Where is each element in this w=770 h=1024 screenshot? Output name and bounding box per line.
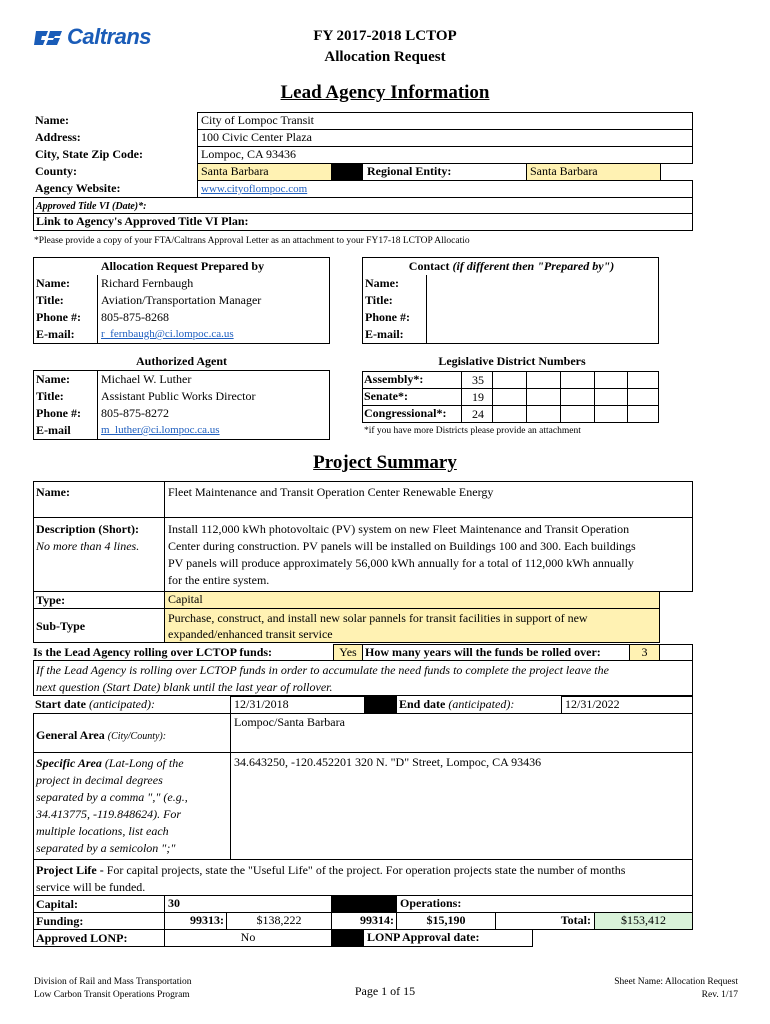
end-field[interactable] — [561, 696, 693, 714]
rolling-field[interactable] — [333, 644, 363, 661]
city-label: City, State Zip Code: — [35, 147, 143, 161]
lead-heading: Lead Agency Information — [280, 82, 490, 103]
years-value: 3 — [641, 645, 648, 659]
rolling-value: Yes — [339, 645, 357, 659]
funding-label-cell — [33, 912, 165, 930]
agent-email-label: E-mail — [36, 423, 71, 437]
agent-box — [33, 370, 330, 440]
f1-code: 99313: — [190, 913, 224, 927]
end-label-wrap — [399, 697, 514, 712]
area-sub: (City/County): — [107, 731, 167, 742]
start-label: Start date — [35, 697, 86, 711]
total-field[interactable] — [594, 912, 693, 930]
area-value: Lompoc/Santa Barbara — [234, 715, 345, 729]
county-field[interactable] — [197, 163, 332, 181]
total-label-cell — [495, 912, 595, 930]
city-field[interactable] — [197, 146, 693, 164]
prepared-values — [97, 275, 330, 344]
districts-table — [362, 353, 682, 443]
rolling-note-1: If the Lead Agency is rolling over LCTOP funds in order to accumulate the need funds to complete the project leave the — [36, 663, 609, 677]
capital-divider — [331, 895, 397, 913]
contact-title-label: Title: — [365, 293, 393, 307]
area-label: General Area — [36, 728, 105, 742]
lead-note: *Please provide a copy of your FTA/Caltrans Approval Letter as an attachment to your FY17-18 LCTOP Allocatio — [34, 236, 470, 246]
contact-heading — [363, 259, 660, 274]
agent-title[interactable]: Assistant Public Works Director — [101, 389, 256, 403]
specific-label-cell — [33, 752, 231, 860]
address-label: Address: — [35, 130, 81, 144]
title6-label: Approved Title VI (Date)*: — [36, 201, 147, 212]
capital-label-cell — [33, 895, 165, 913]
lead-table — [33, 112, 693, 232]
specific-label: Specific Area — [36, 756, 102, 770]
districts-heading: Legislative District Numbers — [438, 354, 586, 368]
regional-label: Regional Entity: — [367, 164, 452, 178]
agent-title-label: Title: — [36, 389, 64, 403]
title-line-2: Allocation Request — [324, 49, 446, 65]
contact-heading-b: (if different then "Prepared by") — [452, 259, 615, 273]
prepared-heading: Allocation Request Prepared by — [100, 259, 265, 273]
contact-heading-a: Contact — [408, 259, 450, 273]
footer-right-2: Rev. 1/17 — [701, 990, 738, 1000]
type-value: Capital — [168, 592, 203, 606]
district-values-col — [461, 372, 493, 422]
city-value: Lompoc, CA 93436 — [201, 147, 296, 161]
contact-phone-label: Phone #: — [365, 310, 410, 324]
start-sub: (anticipated): — [89, 697, 155, 711]
website-field[interactable] — [197, 180, 693, 198]
capital-value: 30 — [168, 896, 180, 910]
agent-heading: Authorized Agent — [136, 354, 227, 368]
desc-line-4: for the entire system. — [168, 573, 270, 587]
operations-label: Operations: — [400, 896, 462, 910]
footer-right-1: Sheet Name: Allocation Request — [614, 977, 738, 987]
congress-label: Congressional*: — [364, 406, 447, 420]
name-field[interactable] — [197, 112, 693, 130]
county-value: Santa Barbara — [201, 164, 269, 178]
title6-plan-label: Link to Agency's Approved Title VI Plan: — [36, 214, 249, 228]
name-label: Name: — [35, 113, 69, 127]
years-field[interactable] — [629, 644, 660, 661]
prepared-email-label: E-mail: — [36, 327, 75, 341]
county-label: County: — [35, 164, 78, 178]
lonp-label-cell — [33, 929, 165, 947]
prepared-name[interactable]: Richard Fernbaugh — [101, 276, 194, 290]
subtype-line-1: Purchase, construct, and install new solar pannels for transit facilities in support of new — [168, 611, 588, 625]
end-value: 12/31/2022 — [565, 697, 620, 711]
type-label-cell — [33, 591, 165, 609]
start-label-wrap — [35, 697, 155, 712]
prepared-title-label: Title: — [36, 293, 64, 307]
specific-sub-6: separated by a semicolon ";" — [36, 841, 176, 855]
agent-table — [33, 353, 330, 440]
logo-text: Caltrans — [67, 24, 152, 49]
prepared-table — [33, 257, 330, 344]
prepared-phone[interactable]: 805-875-8268 — [101, 310, 169, 324]
project-table — [33, 481, 693, 961]
desc-sub: No more than 4 lines. — [36, 539, 140, 553]
address-field[interactable] — [197, 129, 693, 147]
footer-left — [34, 976, 192, 1002]
footer-right — [560, 976, 738, 1002]
footer-left-2: Low Carbon Transit Operations Program — [34, 990, 190, 1000]
specific-sub-4: 34.413775, -119.848624). For — [36, 807, 182, 821]
specific-sub-3: separated by a comma "," (e.g., — [36, 790, 188, 804]
title6-plan-row[interactable] — [33, 213, 693, 231]
county-divider — [331, 163, 363, 181]
life-text-2: service will be funded. — [36, 880, 146, 894]
desc-label-cell — [33, 517, 165, 592]
website-link[interactable]: www.cityoflompoc.com — [201, 183, 308, 195]
assembly-value[interactable]: 35 — [472, 373, 484, 387]
desc-label: Description (Short): — [36, 522, 139, 536]
total-value: $153,412 — [621, 913, 666, 927]
area-label-wrap — [36, 728, 166, 743]
lonp-divider — [331, 929, 364, 947]
caltrans-logo-icon — [34, 27, 64, 49]
rolling-label: Is the Lead Agency rolling over LCTOP funds: — [33, 645, 273, 659]
agent-phone[interactable]: 805-875-8272 — [101, 406, 169, 420]
specific-sub-1: (Lat-Long of the — [104, 756, 184, 770]
contact-email-label: E-mail: — [365, 327, 404, 341]
life-label: Project Life - — [36, 863, 104, 877]
life-row — [33, 859, 693, 896]
district-grid — [362, 371, 659, 423]
agent-name-label: Name: — [36, 372, 70, 386]
project-name-field[interactable] — [164, 481, 693, 518]
subtype-label-cell — [33, 608, 165, 643]
regional-field[interactable] — [526, 163, 661, 181]
title-line-1: FY 2017-2018 LCTOP — [313, 28, 457, 44]
f2-code-cell — [331, 912, 397, 930]
specific-sub-2: project in decimal degrees — [36, 773, 163, 787]
area-field[interactable] — [230, 713, 693, 753]
lonp-value: No — [240, 930, 256, 944]
agent-phone-label: Phone #: — [36, 406, 81, 420]
districts-note: *if you have more Districts please provide an attachment — [364, 426, 581, 436]
congress-value[interactable]: 24 — [472, 407, 484, 421]
f1-code-cell — [164, 912, 227, 930]
dates-divider — [364, 696, 397, 714]
title6-row[interactable] — [33, 197, 693, 214]
f2-code: 99314: — [360, 913, 394, 927]
f1-amount-field[interactable] — [226, 912, 332, 930]
agent-values — [97, 371, 330, 439]
life-text-1: For capital projects, state the "Useful Life" of the project. For operation projects state the number of months — [103, 863, 626, 877]
footer-left-1: Division of Rail and Mass Transportation — [34, 977, 192, 987]
project-name-label-cell — [33, 481, 165, 518]
specific-field[interactable] — [230, 752, 693, 860]
end-sub: (anticipated): — [448, 697, 515, 711]
start-value: 12/31/2018 — [234, 697, 289, 711]
assembly-label: Assembly*: — [364, 372, 424, 386]
contact-values[interactable] — [426, 275, 659, 344]
type-label: Type: — [36, 593, 66, 607]
f1-amount: $138,222 — [256, 913, 302, 927]
project-name: Fleet Maintenance and Transit Operation Center Renewable Energy — [168, 485, 494, 499]
lonp-label: Approved LONP: — [36, 931, 128, 945]
contact-name-label: Name: — [365, 276, 399, 290]
senate-value[interactable]: 19 — [472, 390, 484, 404]
page-number: Page 1 of 15 — [354, 984, 416, 998]
subtype-field[interactable] — [164, 608, 660, 643]
f2-amount-field[interactable] — [396, 912, 496, 930]
desc-line-2: Center during construction. PV panels will be installed on Buildings 100 and 300. Each buildings — [168, 539, 636, 553]
specific-sub-5: multiple locations, list each — [36, 824, 169, 838]
area-label-cell — [33, 713, 231, 753]
years-label: How many years will the funds be rolled over: — [365, 645, 601, 659]
funding-label: Funding: — [36, 914, 84, 928]
prepared-phone-label: Phone #: — [36, 310, 81, 324]
agent-name[interactable]: Michael W. Luther — [101, 372, 192, 386]
operations-field[interactable] — [396, 895, 693, 913]
agent-email[interactable]: m_luther@ci.lompoc.ca.us — [101, 424, 220, 436]
contact-table — [362, 257, 659, 344]
regional-value: Santa Barbara — [530, 164, 598, 178]
lonp-date-label: LONP Approval date: — [367, 930, 480, 944]
total-label: Total: — [560, 913, 591, 927]
start-field[interactable] — [230, 696, 365, 714]
project-heading: Project Summary — [313, 452, 457, 473]
f2-amount: $15,190 — [426, 913, 466, 927]
end-label: End date — [399, 697, 446, 711]
capital-label: Capital: — [36, 897, 78, 911]
name-value: City of Lompoc Transit — [201, 113, 315, 127]
senate-label: Senate*: — [364, 389, 408, 403]
caltrans-logo — [34, 26, 184, 50]
subtype-line-2: expanded/enhanced transit service — [168, 627, 333, 641]
prepared-email[interactable]: r_fernbaugh@ci.lompoc.ca.us — [101, 328, 234, 340]
subtype-label: Sub-Type — [36, 619, 86, 633]
type-field[interactable] — [164, 591, 660, 609]
rolling-note-2: next question (Start Date) blank until the last year of rollover. — [36, 680, 333, 694]
prepared-name-label: Name: — [36, 276, 70, 290]
specific-value: 34.643250, -120.452201 320 N. "D" Street, Lompoc, CA 93436 — [234, 755, 542, 769]
project-name-label: Name: — [36, 485, 70, 499]
page-title — [285, 26, 485, 68]
lonp-date-field[interactable] — [363, 929, 533, 947]
rolling-note — [33, 660, 693, 696]
address-value: 100 Civic Center Plaza — [201, 130, 312, 144]
desc-line-1: Install 112,000 kWh photovoltaic (PV) system on new Fleet Maintenance and Transit Operation — [168, 522, 630, 536]
desc-field[interactable] — [164, 517, 693, 592]
lonp-field[interactable] — [164, 929, 332, 947]
capital-field[interactable] — [164, 895, 332, 913]
desc-line-3: PV panels will produce approximately 56,000 kWh annually for a total of 112,000 kWh annually — [168, 556, 634, 570]
website-label: Agency Website: — [35, 181, 121, 195]
prepared-title[interactable]: Aviation/Transportation Manager — [101, 293, 262, 307]
